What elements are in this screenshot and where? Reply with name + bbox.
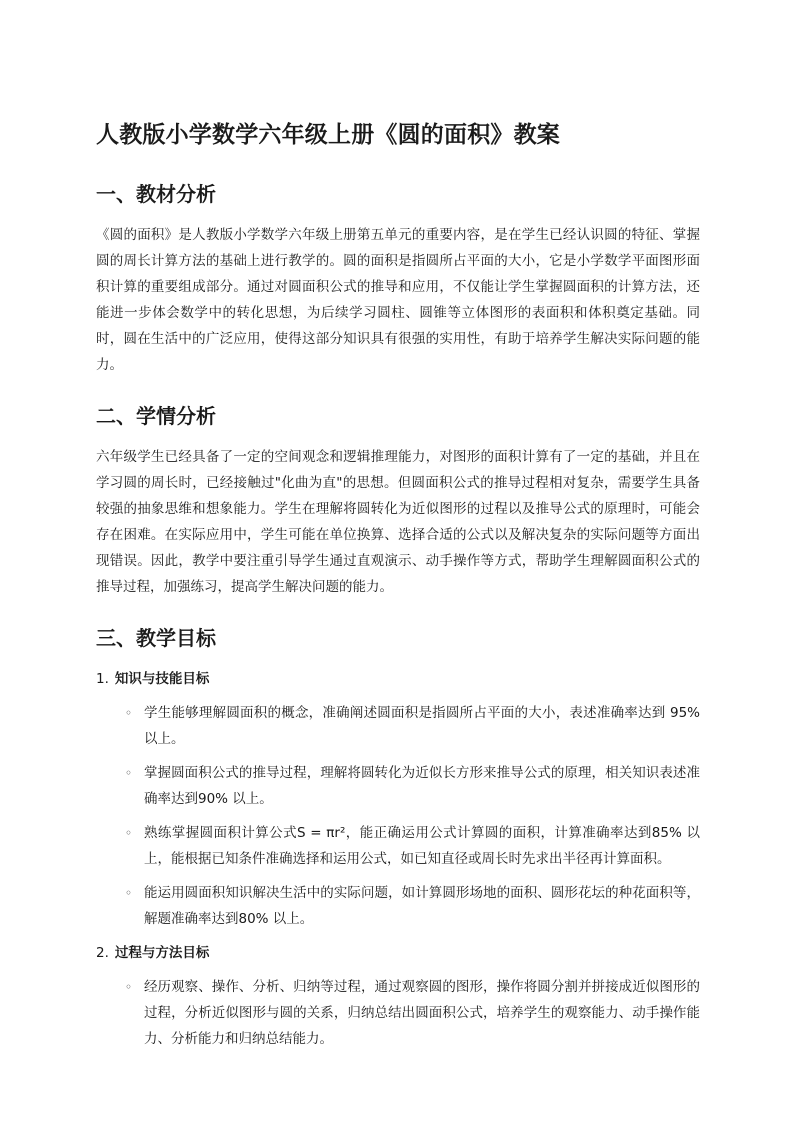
list-item-text: 经历观察、操作、分析、归纳等过程，通过观察圆的图形，操作将圆分割并拼接成近似图形的过程，分析近似图形与圆的关系，归纳总结出圆面积公式，培养学生的观察能力、动手操作能力、分析能力和归纳总结能力。	[144, 979, 700, 1047]
goal-group-process-methods	[96, 940, 700, 1052]
goal-group-label: 知识与技能目标	[114, 671, 210, 687]
list-item-text: 熟练掌握圆面积计算公式S = πr²，能正确运用公式计算圆的面积，计算准确率达到85% 以上，能根据已知条件准确选择和运用公式，如已知直径或周长时先求出半径再计算面积。	[144, 825, 700, 867]
goal-group-label: 过程与方法目标	[114, 945, 210, 961]
section-heading: 一、教材分析	[96, 182, 216, 206]
hollow-bullet-icon: ◦	[125, 766, 133, 780]
goal-list	[96, 974, 700, 1052]
goal-group-number: 1.	[96, 671, 109, 687]
section-textbook-analysis	[96, 178, 700, 378]
section-teaching-goals	[96, 622, 700, 1052]
list-item	[96, 880, 700, 932]
list-item-text: 能运用圆面积知识解决生活中的实际问题，如计算圆形场地的面积、圆形花坛的种花面积等，解题准确率达到80% 以上。	[144, 885, 700, 927]
section-student-analysis	[96, 400, 700, 600]
hollow-bullet-icon: ◦	[125, 886, 133, 900]
goal-group-number: 2.	[96, 945, 109, 961]
section-paragraph: 《圆的面积》是人教版小学数学六年级上册第五单元的重要内容，是在学生已经认识圆的特征、掌握圆的周长计算方法的基础上进行教学的。圆的面积是指圆所占平面的大小，它是小学数学平面图形面积计算的重要组成部分。通过对圆面积公式的推导和应用，不仅能让学生掌握圆面积的计算方法，还能进一步体会数学中的转化思想，为后续学习圆柱、圆锥等立体图形的表面积和体积奠定基础。同时，圆在生活中的广泛应用，使得这部分知识具有很强的实用性，有助于培养学生解决实际问题的能力。	[96, 227, 700, 373]
list-item	[96, 760, 700, 812]
section-heading: 三、教学目标	[96, 626, 216, 650]
goal-group-heading	[96, 666, 700, 692]
document-title: 人教版小学数学六年级上册《圆的面积》教案	[96, 122, 560, 148]
list-item-text: 学生能够理解圆面积的概念，准确阐述圆面积是指圆所占平面的大小，表述准确率达到 95% 以上。	[144, 705, 700, 747]
list-item	[96, 700, 700, 752]
goal-list	[96, 700, 700, 932]
list-item	[96, 820, 700, 872]
hollow-bullet-icon: ◦	[125, 826, 133, 840]
hollow-bullet-icon: ◦	[125, 706, 133, 720]
section-paragraph: 六年级学生已经具备了一定的空间观念和逻辑推理能力，对图形的面积计算有了一定的基础，并且在学习圆的周长时，已经接触过"化曲为直"的思想。但圆面积公式的推导过程相对复杂，需要学生具备较强的抽象思维和想象能力。学生在理解将圆转化为近似图形的过程以及推导公式的原理时，可能会存在困难。在实际应用中，学生可能在单位换算、选择合适的公式以及解决复杂的实际问题等方面出现错误。因此，教学中要注重引导学生通过直观演示、动手操作等方式，帮助学生理解圆面积公式的推导过程，加强练习，提高学生解决问题的能力。	[96, 449, 700, 595]
document-page	[96, 114, 700, 1060]
list-item-text: 掌握圆面积公式的推导过程，理解将圆转化为近似长方形来推导公式的原理，相关知识表述准确率达到90% 以上。	[144, 765, 700, 807]
list-item	[96, 974, 700, 1052]
goal-group-knowledge-skills	[96, 666, 700, 932]
section-heading: 二、学情分析	[96, 404, 216, 428]
hollow-bullet-icon: ◦	[125, 980, 133, 994]
goal-group-heading	[96, 940, 700, 966]
